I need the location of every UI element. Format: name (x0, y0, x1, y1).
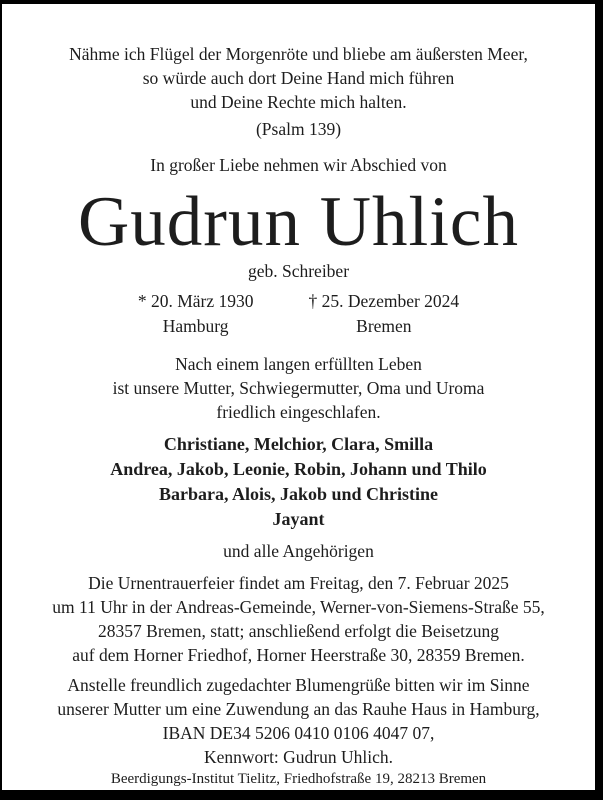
funeral-home-line: Beerdigungs-Institut Tielitz, Friedhofstraße 19, 28213 Bremen (110, 771, 487, 787)
death-date: 25. Dezember 2024 (321, 291, 460, 311)
mourners-line: Barbara, Alois, Jakob und Christine (158, 484, 439, 504)
service-line: Die Urnentrauerfeier findet am Freitag, den 7. Februar 2025 (88, 573, 509, 593)
birth-date-line (138, 289, 254, 314)
service-line: 28357 Bremen, statt; anschließend erfolgt die Beisetzung (98, 621, 499, 641)
farewell-line: friedlich eingeschlafen. (216, 402, 381, 422)
mourners-line: Christiane, Melchior, Clara, Smilla (163, 434, 434, 454)
psalm-line: Nähme ich Flügel der Morgenröte und bliebe am äußersten Meer, (69, 44, 528, 64)
death-place: Bremen (356, 316, 412, 336)
mourners-line: Andrea, Jakob, Leonie, Robin, Johann und Thilo (110, 459, 487, 479)
farewell-paragraph (2, 352, 595, 424)
donation-line: Kennwort: Gudrun Uhlich. (203, 747, 394, 767)
service-line: um 11 Uhr in der Andreas-Gemeinde, Werner-von-Siemens-Straße 55, (52, 597, 545, 617)
birth-place: Hamburg (162, 316, 229, 336)
donation-paragraph (2, 673, 595, 769)
farewell-line: ist unsere Mutter, Schwiegermutter, Oma und Uroma (112, 378, 485, 398)
deceased-name: Gudrun Uhlich (78, 183, 519, 261)
maiden-name: geb. Schreiber (247, 261, 350, 281)
relatives-line: und alle Angehörigen (223, 541, 374, 561)
born-symbol: * (137, 291, 147, 311)
service-line: auf dem Horner Friedhof, Horner Heerstraße 30, 28359 Bremen. (72, 645, 525, 665)
farewell-line: Nach einem langen erfüllten Leben (175, 354, 422, 374)
psalm-line: so würde auch dort Deine Hand mich führen (142, 68, 455, 88)
donation-line: IBAN DE34 5206 0410 0106 4047 07, (162, 723, 435, 743)
donation-line: Anstelle freundlich zugedachter Blumengrüße bitten wir im Sinne (67, 675, 530, 695)
birth-death-row (2, 289, 595, 339)
death-info (309, 289, 460, 339)
mourners-list (2, 432, 595, 532)
died-symbol: † (308, 291, 318, 311)
birth-info (138, 289, 254, 339)
birth-date: 20. März 1930 (150, 291, 254, 311)
service-paragraph (2, 571, 595, 667)
psalm-quote (2, 42, 595, 141)
obituary-notice (2, 4, 595, 790)
mourners-line: Jayant (272, 509, 325, 529)
intro-line: In großer Liebe nehmen wir Abschied von (150, 155, 447, 175)
psalm-line: und Deine Rechte mich halten. (190, 92, 407, 112)
donation-line: unserer Mutter um eine Zuwendung an das Rauhe Haus in Hamburg, (57, 699, 540, 719)
psalm-reference: (Psalm 139) (255, 119, 342, 139)
death-date-line (309, 289, 460, 314)
